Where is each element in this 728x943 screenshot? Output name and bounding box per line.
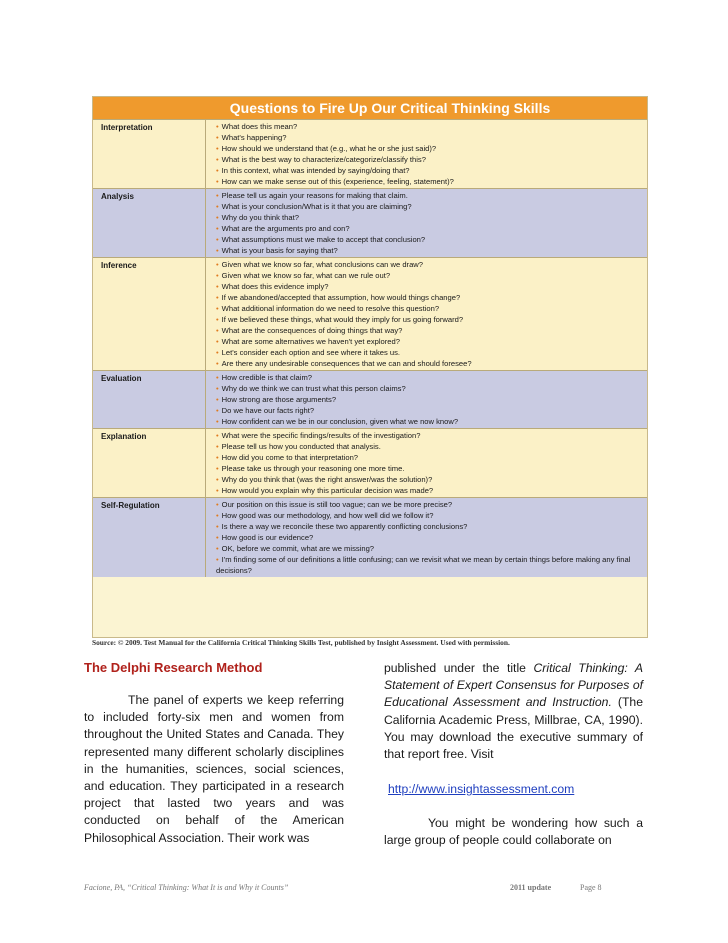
section-heading: The Delphi Research Method: [84, 660, 263, 675]
right-paragraph: [384, 660, 643, 763]
question-item: • What were the specific findings/results of the investigation?: [216, 430, 647, 441]
question-item: • In this context, what was intended by saying/doing that?: [216, 165, 647, 176]
figure-row: [93, 428, 647, 497]
question-item: • How strong are those arguments?: [216, 394, 647, 405]
question-item: • Please tell us again your reasons for making that claim.: [216, 190, 647, 201]
question-item: • Please take us through your reasoning one more time.: [216, 463, 647, 474]
question-item: • Given what we know so far, what conclusions can we draw?: [216, 259, 647, 270]
question-item: • What are the arguments pro and con?: [216, 223, 647, 234]
question-item: • What does this mean?: [216, 121, 647, 132]
question-item: • What assumptions must we make to accept that conclusion?: [216, 234, 647, 245]
figure-rows: [93, 119, 647, 577]
question-item: • What is the best way to characterize/categorize/classify this?: [216, 154, 647, 165]
left-paragraph: The panel of experts we keep referring to included forty-six men and women from throughout the United States and Canada. They represented many different scholarly disciplines in the humanities, sciences, social sciences, and education. They participated in a research project that lasted two years and was conducted on behalf of the American Philosophical Association. Their work was: [84, 693, 344, 845]
question-item: • Is there a way we reconcile these two apparently conflicting conclusions?: [216, 521, 647, 532]
question-item: • How credible is that claim?: [216, 372, 647, 383]
row-category: Analysis: [93, 189, 206, 257]
question-item: • How confident can we be in our conclusion, given what we now know?: [216, 416, 647, 427]
question-item: • Let's consider each option and see where it takes us.: [216, 347, 647, 358]
question-item: • I'm finding some of our definitions a little confusing; can we revisit what we mean by certain things before making any final decisions?: [216, 554, 647, 576]
right-paragraph-tail: (The California Academic Press, Millbrae, CA, 1990). You may download the executive summary of that report free. Visit: [384, 695, 643, 762]
question-item: • How good is our evidence?: [216, 532, 647, 543]
figure-row: [93, 370, 647, 428]
row-category: Inference: [93, 258, 206, 370]
question-list: [206, 429, 647, 497]
question-item: • What is your conclusion/What is it that you are claiming?: [216, 201, 647, 212]
question-item: • How would you explain why this particular decision was made?: [216, 485, 647, 496]
figure-row: [93, 119, 647, 188]
right-paragraph-lead: published under the title: [384, 661, 534, 675]
figure-row: [93, 257, 647, 370]
question-item: • What is your basis for saying that?: [216, 245, 647, 256]
question-item: • Please tell us how you conducted that analysis.: [216, 441, 647, 452]
figure-row: [93, 497, 647, 577]
question-item: • How good was our methodology, and how well did we follow it?: [216, 510, 647, 521]
question-item: • Do we have our facts right?: [216, 405, 647, 416]
critical-thinking-questions-figure: [92, 96, 648, 638]
question-list: [206, 189, 647, 257]
question-item: • OK, before we commit, what are we missing?: [216, 543, 647, 554]
question-item: • Are there any undesirable consequences that we can and should foresee?: [216, 358, 647, 369]
question-list: [206, 371, 647, 428]
question-item: • Why do you think that?: [216, 212, 647, 223]
book-title: Critical Thinking: A Statement of Expert Consensus for Purposes of Educational Assessment and Instruction.: [384, 661, 643, 710]
question-item: • Given what we know so far, what can we rule out?: [216, 270, 647, 281]
question-item: • How did you come to that interpretation?: [216, 452, 647, 463]
footer-update: 2011 update: [510, 883, 552, 892]
footer-citation: Facione, PA, “Critical Thinking: What It is and Why it Counts”: [84, 883, 289, 892]
question-item: • What are the consequences of doing things that way?: [216, 325, 647, 336]
row-category: Self-Regulation: [93, 498, 206, 577]
question-item: • What additional information do we need to resolve this question?: [216, 303, 647, 314]
question-item: • What's happening?: [216, 132, 647, 143]
question-item: • Why do you think that (was the right answer/was the solution)?: [216, 474, 647, 485]
question-item: • How should we understand that (e.g., what he or she just said)?: [216, 143, 647, 154]
figure-source: Source: © 2009. Test Manual for the California Critical Thinking Skills Test, published by Insight Assessment. Used with permission.: [92, 638, 510, 647]
question-item: • If we believed these things, what would they imply for us going forward?: [216, 314, 647, 325]
question-list: [206, 498, 647, 577]
row-category: Interpretation: [93, 120, 206, 188]
row-category: Evaluation: [93, 371, 206, 428]
question-item: • Our position on this issue is still too vague; can we be more precise?: [216, 499, 647, 510]
question-item: • What does this evidence imply?: [216, 281, 647, 292]
footer-page-number: Page 8: [580, 883, 602, 892]
question-list: [206, 258, 647, 370]
question-item: • What are some alternatives we haven't yet explored?: [216, 336, 647, 347]
figure-title: Questions to Fire Up Our Critical Thinking Skills: [93, 97, 647, 119]
figure-row: [93, 188, 647, 257]
question-item: • If we abandoned/accepted that assumption, how would things change?: [216, 292, 647, 303]
question-item: • How can we make sense out of this (experience, feeling, statement)?: [216, 176, 647, 187]
question-list: [206, 120, 647, 188]
right-paragraph-continued: You might be wondering how such a large group of people could collaborate on: [384, 816, 643, 848]
row-category: Explanation: [93, 429, 206, 497]
question-item: • Why do we think we can trust what this person claims?: [216, 383, 647, 394]
insight-assessment-link[interactable]: http://www.insightassessment.com: [388, 782, 575, 796]
